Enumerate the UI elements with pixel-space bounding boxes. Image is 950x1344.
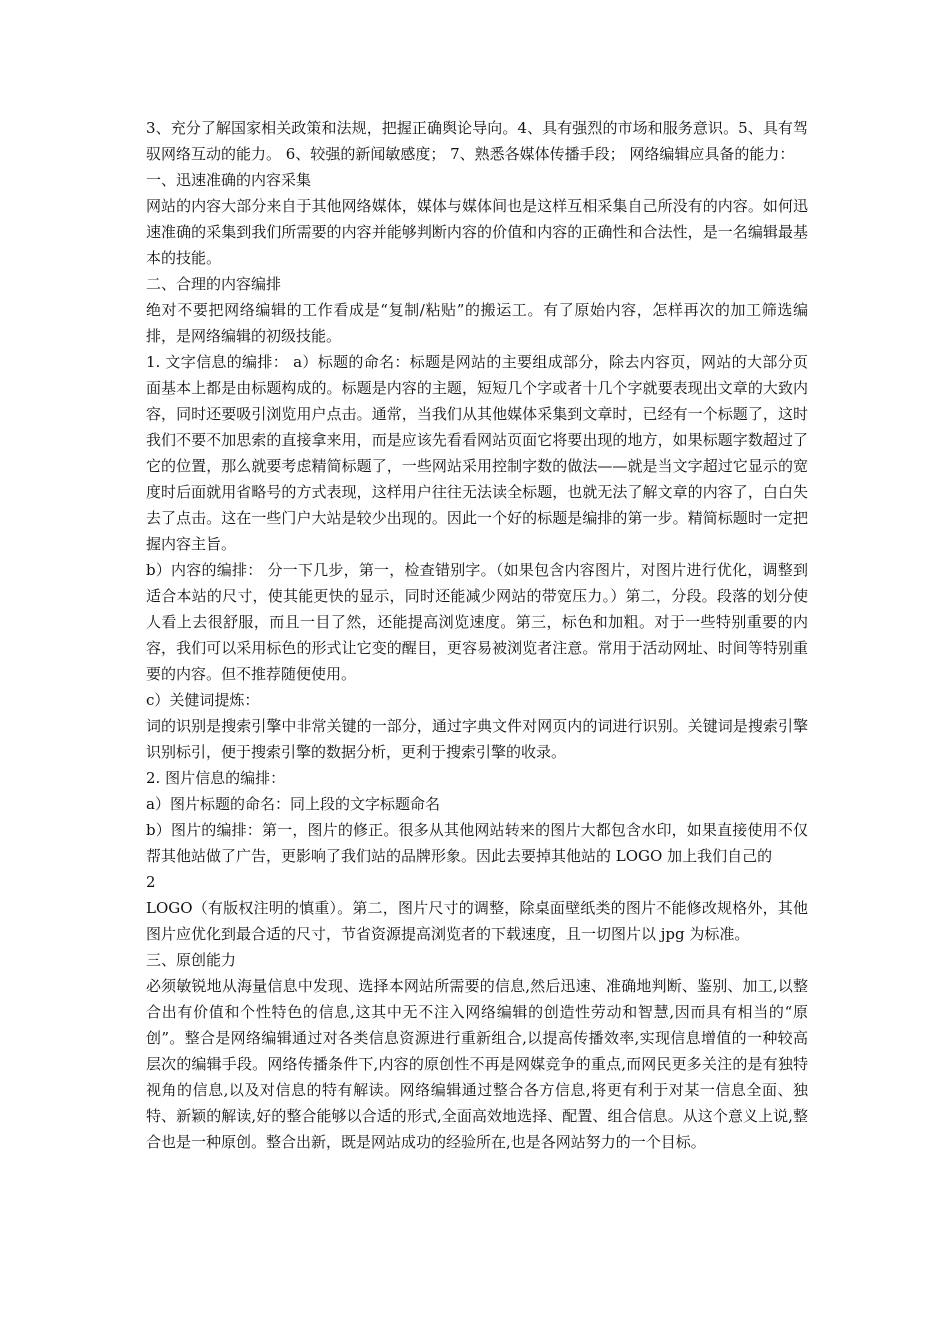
content-editing-paragraph: b）内容的编排： 分一下几步，第一，检查错别字。（如果包含内容图片，对图片进行优化，调整到适合本站的尺寸，使其能更快的显示，同时还能减少网站的带宽压力。）第二，分段。段落的划分使人看上去很舒服，而且一目了然，还能提高浏览速度。第三，标色和加粗。对于一些特别重要的内容，我们可以采用标色的形式让它变的醒目，更容易被浏览者注意。常用于活动网址、时间等特别重要的内容。但不推荐随便使用。 [146,561,808,683]
text-arrangement-paragraph: 1. 文字信息的编排： a）标题的命名：标题是网站的主要组成部分，除去内容页，网站的大部分页面基本上都是由标题构成的。标题是内容的主题，短短几个字或者十几个字就要表现出文章的大致内容，同时还要吸引浏览用户点击。通常，当我们从其他媒体采集到文章时，已经有一个标题了，这时我们不要不加思索的直接拿来用，而是应该先看看网站页面它将要出现的地方，如果标题字数超过了它的位置，那么就要考虑精简标题了，一些网站采用控制字数的做法——就是当文字超过它显示的宽度时后面就用省略号的方式表现，这样用户往往无法读全标题，也就无法了解文章的内容了，白白失去了点击。这在一些门户大站是较少出现的。因此一个好的标题是编排的第一步。精简标题时一定把握内容主旨。 [146,353,808,553]
keyword-heading: c）关健词提炼： [146,691,260,709]
section-heading-content-arrangement: 二、合理的内容编排 [146,275,282,293]
section-heading-originality: 三、原创能力 [146,951,237,969]
page-number: 2 [146,873,156,891]
image-arrangement-heading: 2. 图片信息的编排： [146,769,286,787]
section-heading-content-collection: 一、迅速准确的内容采集 [146,171,312,189]
keyword-paragraph: 词的识别是搜索引擎中非常关键的一部分，通过字典文件对网页内的词进行识别。关键词是搜索引擎识别标引，便于搜索引擎的数据分析，更利于搜索引擎的收录。 [146,717,808,761]
document-body [146,115,808,1155]
intro-paragraph: 3、充分了解国家相关政策和法规，把握正确舆论导向。4、具有强烈的市场和服务意识。5、具有驾驭网络互动的能力。 6、较强的新闻敏感度； 7、熟悉各媒体传播手段； 网络编辑应具备的能力： [146,119,808,163]
originality-paragraph: 必须敏锐地从海量信息中发现、选择本网站所需要的信息,然后迅速、准确地判断、鉴别、加工,以整合出有价值和个性特色的信息,这其中无不注入网络编辑的创造性劳动和智慧,因而具有相当的“原创”。整合是网络编辑通过对各类信息资源进行重新组合,以提高传播效率,实现信息增值的一种较高层次的编辑手段。网络传播条件下,内容的原创性不再是网媒竞争的重点,而网民更多关注的是有独特视角的信息,以及对信息的特有解读。网络编辑通过整合各方信息,将更有利于对某一信息全面、独特、新颖的解读,好的整合能够以合适的形式,全面高效地选择、配置、组合信息。从这个意义上说,整合也是一种原创。整合出新，既是网站成功的经验所在,也是各网站努力的一个目标。 [146,977,808,1151]
image-title-paragraph: a）图片标题的命名：同上段的文字标题命名 [146,795,440,813]
image-editing-paragraph: b）图片的编排：第一，图片的修正。很多从其他网站转来的图片大都包含水印，如果直接使用不仅帮其他站做了广告，更影响了我们站的品牌形象。因此去要掉其他站的 LOGO 加上我们自己的 [146,821,808,865]
content-collection-paragraph: 网站的内容大部分来自于其他网络媒体，媒体与媒体间也是这样互相采集自己所没有的内容。如何迅速准确的采集到我们所需要的内容并能够判断内容的价值和内容的正确性和合法性，是一名编辑最基本的技能。 [146,197,808,267]
logo-paragraph: LOGO（有版权注明的慎重）。第二，图片尺寸的调整，除桌面壁纸类的图片不能修改规格外，其他图片应优化到最合适的尺寸，节省资源提高浏览者的下载速度，且一切图片以 jpg 为标准。 [146,899,808,943]
content-arrangement-paragraph: 绝对不要把网络编辑的工作看成是“复制/粘贴”的搬运工。有了原始内容，怎样再次的加工筛选编排，是网络编辑的初级技能。 [146,301,808,345]
